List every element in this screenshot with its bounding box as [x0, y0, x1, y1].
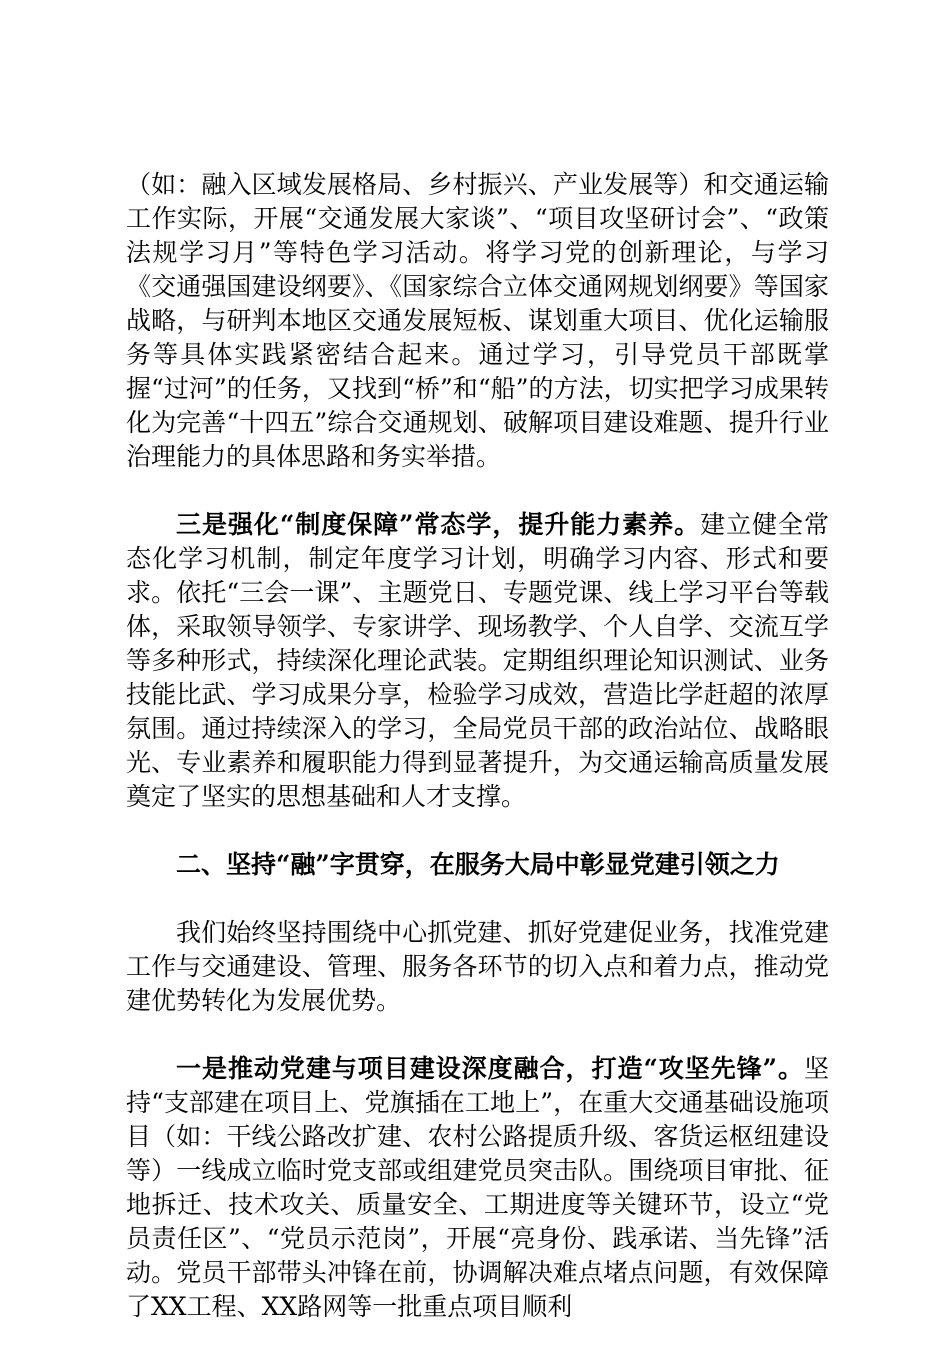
paragraph-body-text: 坚持“支部建在项目上、党旗插在工地上”，在重大交通基础设施项目（如：干线公路改扩建、农村公路提质升级、客货运枢纽建设等）一线成立临时党支部或组建党员突击队。围绕项目审批、征地拆迁、技术攻关、质量安全、工期进度等关键环节，设立“党员责任区”、“党员示范岗”，开展“亮身份、践承诺、当先锋”活动。党员干部带头冲锋在前，协调解决难点堵点问题，有效保障了XX工程、XX路网等一批重点项目顺利 [126, 1054, 829, 1321]
paragraph-lead-bold: 一是推动党建与项目建设深度融合，打造“攻坚先锋”。 [176, 1054, 804, 1083]
paragraph-lead-bold: 三是强化“制度保障”常态学，提升能力素养。 [176, 510, 701, 539]
paragraph-body-text: 建立健全常态化学习机制，制定年度学习计划，明确学习内容、形式和要求。依托“三会一课”、主题党日、专题党课、线上学习平台等载体，采取领导领学、专家讲学、现场教学、个人自学、交流互学等多种形式，持续深化理论武装。定期组织理论知识测试、业务技能比武、学习成果分享，检验学习成效，营造比学赶超的浓厚氛围。通过持续深入的学习，全局党员干部的政治站位、战略眼光、专业素养和履职能力得到显著提升，为交通运输高质量发展奠定了坚实的思想基础和人才支撑。 [126, 510, 829, 811]
paragraph-continuation: （如：融入区域发展格局、乡村振兴、产业发展等）和交通运输工作实际，开展“交通发展大家谈”、“项目攻坚研讨会”、“政策法规学习月”等特色学习活动。将学习党的创新理论，与学习《交通强国建设纲要》、《国家综合立体交通网规划纲要》等国家战略，与研判本地区交通发展短板、谋划重大项目、优化运输服务等具体实践紧密结合起来。通过学习，引导党员干部既掌握“过河”的任务，又找到“桥”和“船”的方法，切实把学习成果转化为完善“十四五”综合交通规划、破解项目建设难题、提升行业治理能力的具体思路和务实举措。 [126, 170, 829, 471]
document-body [126, 168, 829, 1358]
section-heading: 二、坚持“融”字贯穿，在服务大局中彰显党建引领之力 [176, 850, 780, 879]
section-intro-paragraph: 我们始终坚持围绕中心抓党建、抓好党建促业务，找准党建工作与交通建设、管理、服务各环节的切入点和着力点，推动党建优势转化为发展优势。 [126, 918, 829, 1015]
paragraph-item-three [126, 508, 829, 814]
paragraph-item-one [126, 1052, 829, 1324]
